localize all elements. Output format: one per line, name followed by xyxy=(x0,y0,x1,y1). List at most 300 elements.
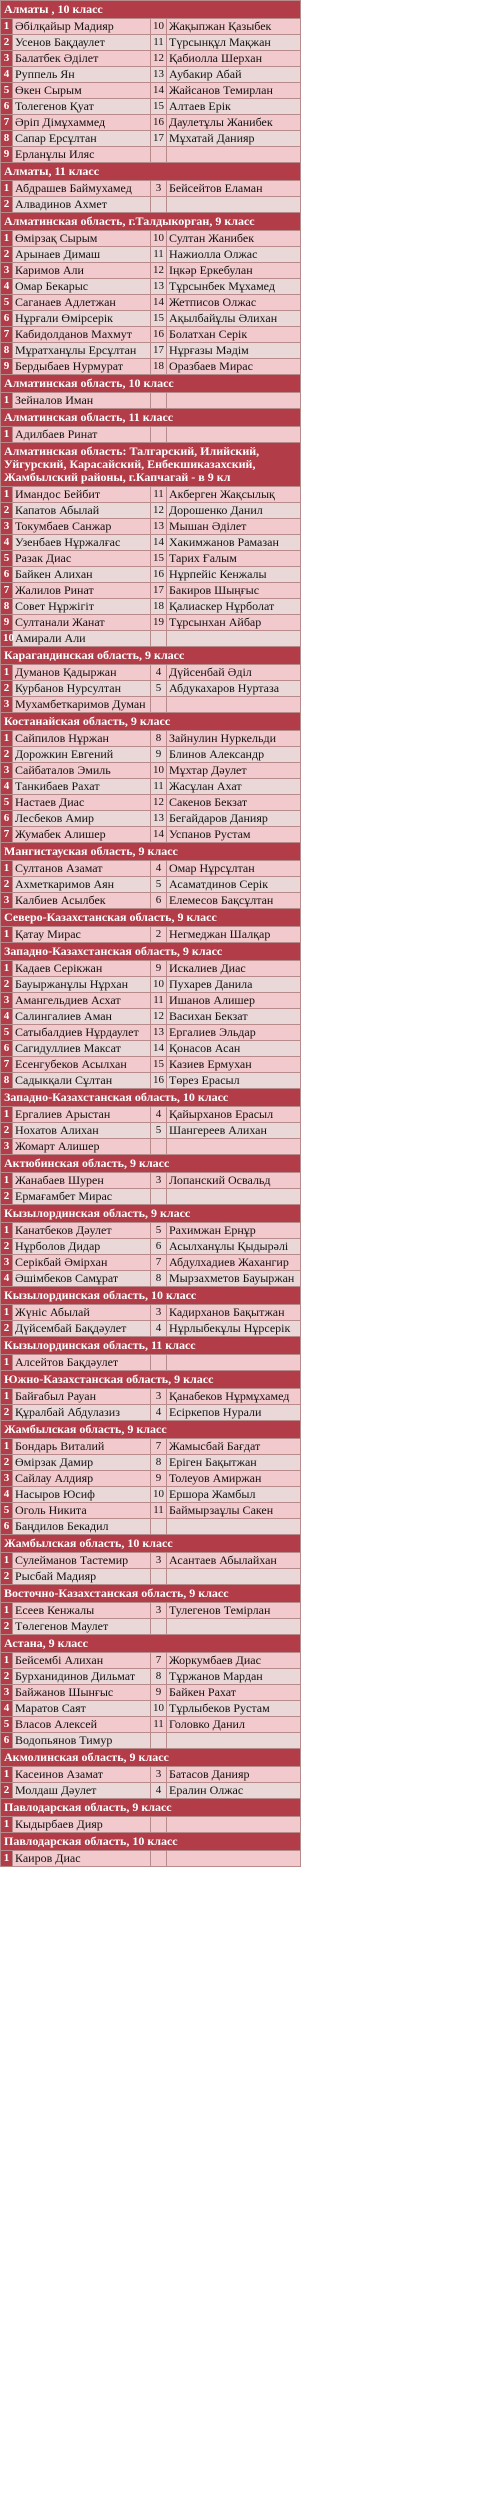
student-number: 1 xyxy=(1,231,13,247)
student-name: Жасұлан Ахат xyxy=(167,779,301,795)
student-number xyxy=(151,197,167,213)
student-name: Жумабек Алишер xyxy=(13,827,151,843)
student-name: Жоркумбаев Диас xyxy=(167,1653,301,1669)
student-name: Өкен Сырым xyxy=(13,83,151,99)
table-row xyxy=(1,1041,301,1057)
table-row xyxy=(1,343,301,359)
section-header xyxy=(1,1,301,19)
student-number: 11 xyxy=(151,779,167,795)
student-name: Түрсынқұл Мақжан xyxy=(167,35,301,51)
student-number: 4 xyxy=(1,67,13,83)
table-row xyxy=(1,197,301,213)
student-number: 1 xyxy=(1,1389,13,1405)
section-header xyxy=(1,409,301,427)
student-name: Баңдилов Бекадил xyxy=(13,1519,151,1535)
table-row xyxy=(1,247,301,263)
student-name: Омар Нұрсұлтан xyxy=(167,861,301,877)
student-name: Ақылбайұлы Әлихан xyxy=(167,311,301,327)
student-number: 12 xyxy=(151,263,167,279)
student-number: 10 xyxy=(151,763,167,779)
student-name: Нохатов Алихан xyxy=(13,1123,151,1139)
student-number: 5 xyxy=(151,681,167,697)
table-row xyxy=(1,1487,301,1503)
student-name: Танкибаев Рахат xyxy=(13,779,151,795)
student-number: 14 xyxy=(151,535,167,551)
roster-body xyxy=(1,1,301,1867)
table-row xyxy=(1,1025,301,1041)
table-row xyxy=(1,927,301,943)
student-number: 2 xyxy=(1,1239,13,1255)
student-name: Байғабыл Рауан xyxy=(13,1389,151,1405)
student-name: Усенов Бақдаулет xyxy=(13,35,151,51)
student-number xyxy=(151,1189,167,1205)
student-name: Төлегенов Маулет xyxy=(13,1619,151,1635)
student-number: 9 xyxy=(151,1685,167,1701)
student-name: Совет Нұржігіт xyxy=(13,599,151,615)
table-row xyxy=(1,1455,301,1471)
student-name: Қанабеков Нұрмұхамед xyxy=(167,1389,301,1405)
student-name: Сагидуллиев Максат xyxy=(13,1041,151,1057)
student-name: Капатов Абылай xyxy=(13,503,151,519)
student-number: 10 xyxy=(151,1487,167,1503)
student-name: Салингалиев Аман xyxy=(13,1009,151,1025)
student-name: Касеинов Азамат xyxy=(13,1767,151,1783)
student-name: Жайсанов Темирлан xyxy=(167,83,301,99)
student-number: 10 xyxy=(151,977,167,993)
student-name xyxy=(167,1619,301,1635)
student-name: Сакенов Бекзат xyxy=(167,795,301,811)
student-name: Дүйсенбай Әділ xyxy=(167,665,301,681)
student-number: 15 xyxy=(151,1057,167,1073)
student-name: Мышан Әділет xyxy=(167,519,301,535)
table-row xyxy=(1,1173,301,1189)
section-title: Павлодарская область, 9 класс xyxy=(1,1799,301,1817)
section-header xyxy=(1,1287,301,1305)
student-name: Нажиолла Олжас xyxy=(167,247,301,263)
student-number: 5 xyxy=(1,83,13,99)
student-name: Елемесов Бақсұлтан xyxy=(167,893,301,909)
student-number: 13 xyxy=(151,811,167,827)
student-name: Рысбай Мадияр xyxy=(13,1569,151,1585)
student-name: Абдулхадиев Жахангир xyxy=(167,1255,301,1271)
student-name: Водопьянов Тимур xyxy=(13,1733,151,1749)
student-name: Кабидолданов Махмут xyxy=(13,327,151,343)
student-name xyxy=(167,631,301,647)
student-number: 3 xyxy=(1,697,13,713)
student-number: 13 xyxy=(151,1025,167,1041)
table-row xyxy=(1,1685,301,1701)
section-header xyxy=(1,1635,301,1653)
student-number: 5 xyxy=(1,1503,13,1519)
student-number: 4 xyxy=(151,1783,167,1799)
student-number: 10 xyxy=(151,1701,167,1717)
table-row xyxy=(1,665,301,681)
table-row xyxy=(1,393,301,409)
student-number xyxy=(151,1355,167,1371)
table-row xyxy=(1,279,301,295)
table-row xyxy=(1,1189,301,1205)
student-number: 2 xyxy=(1,1569,13,1585)
section-title: Актюбинская область, 9 класс xyxy=(1,1155,301,1173)
table-row xyxy=(1,1073,301,1089)
student-name: Дорожкин Евгений xyxy=(13,747,151,763)
section-header xyxy=(1,647,301,665)
table-row xyxy=(1,1701,301,1717)
student-number: 14 xyxy=(151,1041,167,1057)
student-number: 3 xyxy=(151,1553,167,1569)
student-number: 5 xyxy=(1,551,13,567)
student-number: 4 xyxy=(1,1009,13,1025)
student-number: 4 xyxy=(1,535,13,551)
student-name: Дорошенко Данил xyxy=(167,503,301,519)
student-name: Әріп Дімұхаммед xyxy=(13,115,151,131)
section-header xyxy=(1,1205,301,1223)
student-number: 3 xyxy=(1,263,13,279)
table-row xyxy=(1,1851,301,1867)
student-number: 3 xyxy=(151,1305,167,1321)
table-row xyxy=(1,181,301,197)
student-number: 4 xyxy=(151,1321,167,1337)
student-name: Жалилов Ринат xyxy=(13,583,151,599)
student-name: Қонасов Асан xyxy=(167,1041,301,1057)
section-title: Алматы, 11 класс xyxy=(1,163,301,181)
student-name: Султанали Жанат xyxy=(13,615,151,631)
student-name: Сайлау Алдияр xyxy=(13,1471,151,1487)
student-name: Байкен Алихан xyxy=(13,567,151,583)
student-name: Сапар Ерсұлтан xyxy=(13,131,151,147)
student-name: Амирали Али xyxy=(13,631,151,647)
student-number: 6 xyxy=(1,1519,13,1535)
student-name: Қатау Мирас xyxy=(13,927,151,943)
student-number: 9 xyxy=(151,747,167,763)
student-number xyxy=(151,1519,167,1535)
student-name: Аубакир Абай xyxy=(167,67,301,83)
student-name: Асылханұлы Қыдырәлі xyxy=(167,1239,301,1255)
section-header xyxy=(1,1585,301,1603)
section-header xyxy=(1,1535,301,1553)
student-number: 18 xyxy=(151,359,167,375)
student-number: 8 xyxy=(151,731,167,747)
student-number: 8 xyxy=(1,599,13,615)
table-row xyxy=(1,51,301,67)
student-name xyxy=(167,1817,301,1833)
student-number: 9 xyxy=(1,359,13,375)
student-number: 1 xyxy=(1,1223,13,1239)
student-number: 11 xyxy=(151,35,167,51)
student-name: Қабиолла Шерхан xyxy=(167,51,301,67)
student-name: Ерланұлы Иляс xyxy=(13,147,151,163)
student-number: 12 xyxy=(151,51,167,67)
table-row xyxy=(1,1619,301,1635)
student-number: 4 xyxy=(151,1107,167,1123)
student-name: Каиров Диас xyxy=(13,1851,151,1867)
table-row xyxy=(1,1271,301,1287)
table-row xyxy=(1,115,301,131)
student-number: 19 xyxy=(151,615,167,631)
table-row xyxy=(1,1817,301,1833)
student-number: 2 xyxy=(1,1669,13,1685)
student-number: 4 xyxy=(1,279,13,295)
student-name: Имандос Бейбит xyxy=(13,487,151,503)
student-name: Өмірзак Дамир xyxy=(13,1455,151,1471)
section-title: Западно-Казахстанская область, 9 класс xyxy=(1,943,301,961)
student-number: 5 xyxy=(151,1223,167,1239)
student-name: Ермағамбет Мирас xyxy=(13,1189,151,1205)
student-name: Жомарт Алишер xyxy=(13,1139,151,1155)
student-number: 8 xyxy=(1,131,13,147)
table-row xyxy=(1,1717,301,1733)
table-row xyxy=(1,487,301,503)
student-number: 7 xyxy=(151,1653,167,1669)
student-number: 1 xyxy=(1,927,13,943)
student-number: 3 xyxy=(1,993,13,1009)
student-name: Абдрашев Баймухамед xyxy=(13,181,151,197)
student-number: 7 xyxy=(1,1057,13,1073)
section-title: Восточно-Казахстанская область, 9 класс xyxy=(1,1585,301,1603)
student-number: 8 xyxy=(151,1669,167,1685)
student-name: Оразбаев Мирас xyxy=(167,359,301,375)
student-number: 6 xyxy=(1,311,13,327)
student-number: 1 xyxy=(1,1107,13,1123)
student-number: 1 xyxy=(1,861,13,877)
section-title: Акмолинская область, 9 класс xyxy=(1,1749,301,1767)
student-name: Ахметкаримов Аян xyxy=(13,877,151,893)
student-number: 2 xyxy=(1,681,13,697)
student-number: 1 xyxy=(1,181,13,197)
student-name xyxy=(167,1851,301,1867)
student-name: Тұрсынхан Айбар xyxy=(167,615,301,631)
student-name: Баймырзаұлы Сакен xyxy=(167,1503,301,1519)
table-row xyxy=(1,1471,301,1487)
table-row xyxy=(1,1009,301,1025)
student-number: 16 xyxy=(151,327,167,343)
student-number: 7 xyxy=(151,1439,167,1455)
student-number: 10 xyxy=(151,231,167,247)
student-name: Сулейманов Тастемир xyxy=(13,1553,151,1569)
student-name: Мырзахметов Бауыржан xyxy=(167,1271,301,1287)
student-number: 2 xyxy=(1,247,13,263)
student-number: 1 xyxy=(1,1817,13,1833)
table-row xyxy=(1,1139,301,1155)
table-row xyxy=(1,519,301,535)
table-row xyxy=(1,263,301,279)
student-name: Васихан Бекзат xyxy=(167,1009,301,1025)
section-header xyxy=(1,163,301,181)
section-title: Карагандинская область, 9 класс xyxy=(1,647,301,665)
student-name: Калбиев Асылбек xyxy=(13,893,151,909)
student-number: 1 xyxy=(1,1439,13,1455)
table-row xyxy=(1,747,301,763)
student-name: Омар Бекарыс xyxy=(13,279,151,295)
student-name: Канатбеков Дәулет xyxy=(13,1223,151,1239)
student-number: 12 xyxy=(151,503,167,519)
student-name: Рахимжан Ернұр xyxy=(167,1223,301,1239)
student-number: 13 xyxy=(151,67,167,83)
student-name: Қалиаскер Нұрболат xyxy=(167,599,301,615)
student-number: 9 xyxy=(151,961,167,977)
student-number: 10 xyxy=(1,631,13,647)
table-row xyxy=(1,993,301,1009)
table-row xyxy=(1,1123,301,1139)
student-name: Асантаев Абылайхан xyxy=(167,1553,301,1569)
student-name: Оголь Никита xyxy=(13,1503,151,1519)
table-row xyxy=(1,1653,301,1669)
student-number: 16 xyxy=(151,1073,167,1089)
student-name: Есенгубеков Асылхан xyxy=(13,1057,151,1073)
section-title: Павлодарская область, 10 класс xyxy=(1,1833,301,1851)
section-header xyxy=(1,375,301,393)
student-name: Каримов Али xyxy=(13,263,151,279)
table-row xyxy=(1,599,301,615)
student-name: Саганаев Адлетжан xyxy=(13,295,151,311)
student-number xyxy=(151,393,167,409)
student-name: Блинов Александр xyxy=(167,747,301,763)
student-name: Мұхтар Дәулет xyxy=(167,763,301,779)
table-row xyxy=(1,311,301,327)
student-number: 4 xyxy=(151,1405,167,1421)
section-header xyxy=(1,843,301,861)
student-name: Нұрлыбекұлы Нұрсерік xyxy=(167,1321,301,1337)
student-number: 16 xyxy=(151,567,167,583)
student-name: Ергалиев Эльдар xyxy=(167,1025,301,1041)
student-number: 6 xyxy=(151,893,167,909)
student-name: Жақыпжан Қазыбек xyxy=(167,19,301,35)
student-number: 3 xyxy=(1,519,13,535)
section-header xyxy=(1,1089,301,1107)
section-header xyxy=(1,1155,301,1173)
student-name: Акберген Жақсылық xyxy=(167,487,301,503)
student-name: Мұратханұлы Ерсұлтан xyxy=(13,343,151,359)
student-name: Сатыбалдиев Нұрдаулет xyxy=(13,1025,151,1041)
student-name: Жанабаев Шурен xyxy=(13,1173,151,1189)
table-row xyxy=(1,1239,301,1255)
student-name: Тұржанов Мардан xyxy=(167,1669,301,1685)
table-row xyxy=(1,1389,301,1405)
student-name: Есеев Кенжалы xyxy=(13,1603,151,1619)
table-row xyxy=(1,295,301,311)
student-name: Тарих Ғалым xyxy=(167,551,301,567)
student-name: Қайырханов Ерасыл xyxy=(167,1107,301,1123)
table-row xyxy=(1,795,301,811)
student-name: Іңкәр Еркебулан xyxy=(167,263,301,279)
student-number: 14 xyxy=(151,827,167,843)
student-name: Болатхан Серік xyxy=(167,327,301,343)
student-number: 2 xyxy=(1,503,13,519)
student-name: Кыдырбаев Дияр xyxy=(13,1817,151,1833)
section-title: Северо-Казахстанская область, 9 класс xyxy=(1,909,301,927)
table-row xyxy=(1,1519,301,1535)
student-number: 1 xyxy=(1,1653,13,1669)
student-name xyxy=(167,1355,301,1371)
student-number: 1 xyxy=(1,1603,13,1619)
student-name: Толегенов Қуат xyxy=(13,99,151,115)
student-number: 9 xyxy=(1,147,13,163)
student-name: Бакиров Шыңғыс xyxy=(167,583,301,599)
table-row xyxy=(1,1669,301,1685)
table-row xyxy=(1,1255,301,1271)
student-number: 11 xyxy=(151,993,167,1009)
student-number: 6 xyxy=(1,811,13,827)
student-name: Успанов Рустам xyxy=(167,827,301,843)
table-row xyxy=(1,83,301,99)
student-number: 4 xyxy=(151,861,167,877)
table-row xyxy=(1,583,301,599)
student-number: 1 xyxy=(1,1173,13,1189)
student-name: Амангельдиев Асхат xyxy=(13,993,151,1009)
student-number: 7 xyxy=(1,583,13,599)
student-name: Настаев Диас xyxy=(13,795,151,811)
student-name: Думанов Қадыржан xyxy=(13,665,151,681)
student-number: 1 xyxy=(1,1553,13,1569)
table-row xyxy=(1,131,301,147)
student-name: Курбанов Нурсултан xyxy=(13,681,151,697)
student-number: 15 xyxy=(151,99,167,115)
section-header xyxy=(1,1371,301,1389)
student-name: Хакимжанов Рамазан xyxy=(167,535,301,551)
student-name: Батасов Данияр xyxy=(167,1767,301,1783)
table-row xyxy=(1,1553,301,1569)
olympiad-roster-page xyxy=(0,0,300,1867)
section-header xyxy=(1,443,301,487)
table-row xyxy=(1,977,301,993)
student-name: Негмеджан Шалқар xyxy=(167,927,301,943)
student-name: Бейсембі Алихан xyxy=(13,1653,151,1669)
table-row xyxy=(1,811,301,827)
student-number xyxy=(151,1733,167,1749)
table-row xyxy=(1,1503,301,1519)
student-name: Молдаш Дәулет xyxy=(13,1783,151,1799)
student-name: Насыров Юсиф xyxy=(13,1487,151,1503)
student-number: 2 xyxy=(1,877,13,893)
table-row xyxy=(1,1305,301,1321)
table-row xyxy=(1,1603,301,1619)
student-number: 1 xyxy=(1,1305,13,1321)
student-number: 3 xyxy=(1,51,13,67)
student-number: 1 xyxy=(1,1767,13,1783)
student-number xyxy=(151,1139,167,1155)
student-number: 11 xyxy=(151,1503,167,1519)
section-header xyxy=(1,1833,301,1851)
student-number: 8 xyxy=(1,1073,13,1089)
student-number: 11 xyxy=(151,247,167,263)
student-name: Ергалиев Арыстан xyxy=(13,1107,151,1123)
student-name xyxy=(167,393,301,409)
student-name: Лопанский Освальд xyxy=(167,1173,301,1189)
section-title: Жамбылская область, 10 класс xyxy=(1,1535,301,1553)
section-header xyxy=(1,943,301,961)
section-header xyxy=(1,1749,301,1767)
table-row xyxy=(1,961,301,977)
student-number: 13 xyxy=(151,519,167,535)
student-name: Узенбаев Нұржалғас xyxy=(13,535,151,551)
table-row xyxy=(1,861,301,877)
student-number: 4 xyxy=(1,779,13,795)
student-name xyxy=(167,697,301,713)
student-number: 11 xyxy=(151,1717,167,1733)
section-title: Кызылординская область, 9 класс xyxy=(1,1205,301,1223)
section-title: Жамбылская область, 9 класс xyxy=(1,1421,301,1439)
student-number: 18 xyxy=(151,599,167,615)
student-number: 10 xyxy=(151,19,167,35)
student-name xyxy=(167,197,301,213)
student-name: Арынаев Димаш xyxy=(13,247,151,263)
student-name: Власов Алексей xyxy=(13,1717,151,1733)
student-number: 3 xyxy=(151,1389,167,1405)
student-number: 1 xyxy=(1,1355,13,1371)
student-name: Еріген Бақытжан xyxy=(167,1455,301,1471)
section-header xyxy=(1,1337,301,1355)
student-name: Серікбай Әмірхан xyxy=(13,1255,151,1271)
